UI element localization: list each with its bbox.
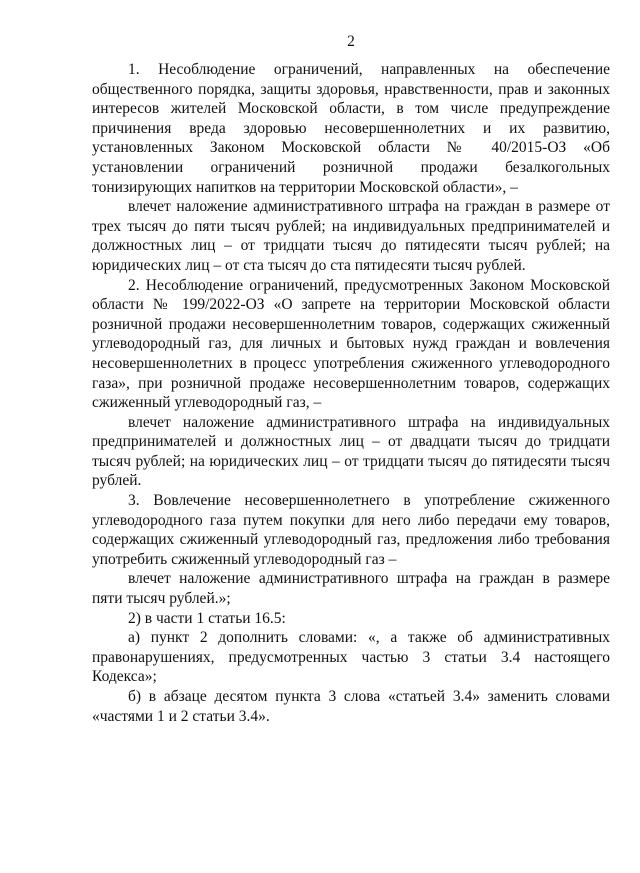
paragraph-2: влечет наложение административного штрафа на граждан в размере от трех тысяч до пяти тысяч рублей; на индивидуальных предпринимателей и должностных лиц – от тридцати тысяч до пятидесяти тысяч рублей; на юридических лиц – от ста тысяч до ста пятидесяти тысяч рублей. [92, 198, 610, 274]
page-number: 2 [347, 33, 355, 50]
paragraph-6: влечет наложение административного штрафа на граждан в размере пяти тысяч рублей.»; [92, 570, 610, 608]
paragraph-9: б) в абзаце десятом пункта 3 слова «статьей 3.4» заменить словами «частями 1 и 2 статьи 3.4». [92, 688, 610, 725]
paragraph-4: влечет наложение административного штрафа на индивидуальных предпринимателей и должностных лиц – от двадцати тысяч до тридцати тысяч рублей; на юридических лиц – от тридцати тысяч до пятидесяти тысяч рублей. [92, 413, 610, 490]
document-page [92, 32, 610, 726]
paragraph-1: 1. Несоблюдение ограничений, направленных на обеспечение общественного порядка, защиты здоровья, нравственности, прав и законных интересов жителей Московской области, в том числе предупреждение причинения вреда здоровью несовершеннолетних и их развитию, установленных Законом Московской области № 40/2015-ОЗ «Об установлении ограничений розничной продажи безалкогольных тонизирующих напитков на территории Московской области», – [92, 61, 610, 196]
paragraph-8: а) пункт 2 дополнить словами: «, а также об административных правонарушениях, предусмотренных частью 3 статьи 3.4 настоящего Кодекса»; [92, 629, 610, 686]
paragraph-7: 2) в части 1 статьи 16.5: [128, 609, 286, 627]
paragraph-5: 3. Вовлечение несовершеннолетнего в употребление сжиженного углеводородного газа путем покупки для него либо передачи ему товаров, содержащих сжиженный углеводородный газ, предложения либо требования употребить сжиженный углеводородный газ – [92, 492, 610, 568]
paragraph-3: 2. Несоблюдение ограничений, предусмотренных Законом Московской области № 199/2022-ОЗ «О запрете на территории Московской области розничной продажи несовершеннолетним товаров, содержащих сжиженный углеводородный газ, для личных и бытовых нужд граждан и вовлечения несовершеннолетних в процесс употребления сжиженного углеводородного газа», при розничной продаже несовершеннолетним товаров, содержащих сжиженный углеводородный газ, – [92, 276, 610, 412]
